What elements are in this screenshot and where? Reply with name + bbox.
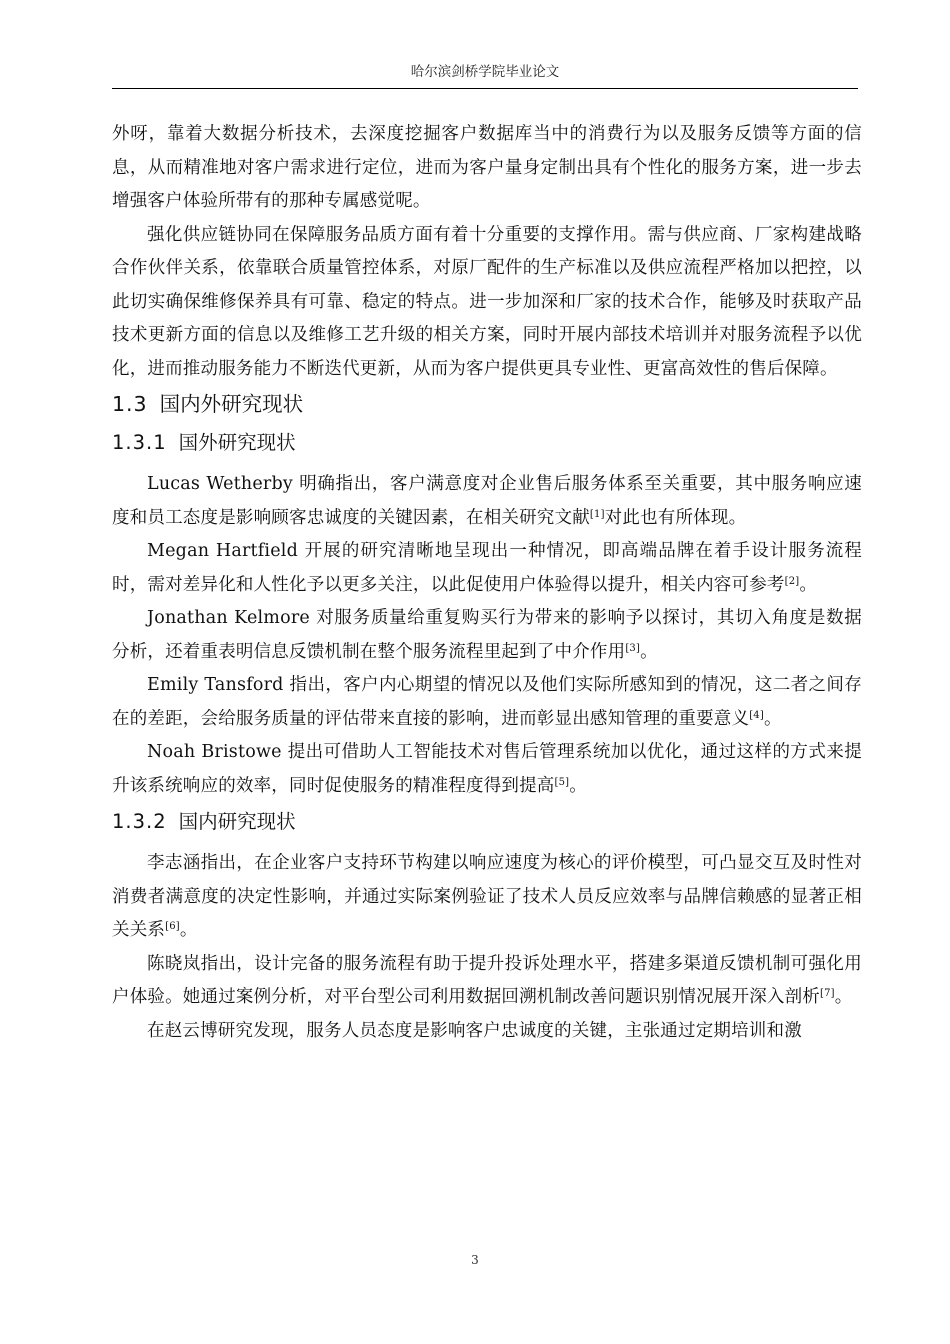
- subsection-heading-1-3-2: [112, 809, 862, 835]
- citation: [4]: [749, 709, 764, 721]
- paragraph-domestic-1: 李志涵指出，在企业客户支持环节构建以响应速度为核心的评价模型，可凸显交互及时性对消费者满意度的决定性影响，并通过实际案例验证了技术人员反应效率与品牌信赖感的显著正相关关系[6]。: [112, 853, 862, 940]
- subsection-title: 国外研究现状: [178, 431, 296, 454]
- paragraph-domestic-2: 陈晓岚指出，设计完备的服务流程有助于提升投诉处理水平，搭建多渠道反馈机制可强化用户体验。她通过案例分析，对平台型公司利用数据回溯机制改善问题识别情况展开深入剖析[7]。: [112, 953, 862, 1007]
- paragraph-continued: 外呀，靠着大数据分析技术，去深度挖掘客户数据库当中的消费行为以及服务反馈等方面的信息，从而精准地对客户需求进行定位，进而为客户量身定制出具有个性化的服务方案，进一步去增强客户体验所带有的那种专属感觉呢。: [112, 124, 862, 211]
- citation: [6]: [165, 921, 180, 932]
- paragraph-domestic-3: 在赵云博研究发现，服务人员态度是影响客户忠诚度的关键，主张通过定期培训和激: [147, 1020, 802, 1041]
- paragraph-foreign-5: Noah Bristowe 提出可借助人工智能技术对售后管理系统加以优化，通过这样的方式来提升该系统响应的效率，同时促使服务的精准程度得到提高[5]。: [112, 742, 862, 796]
- subsection-heading-1-3-1: [112, 430, 862, 456]
- paragraph-foreign-4: Emily Tansford 指出，客户内心期望的情况以及他们实际所感知到的情况，这二者之间存在的差距，会给服务质量的评估带来直接的影响，进而彰显出感知管理的重要意义[4]。: [112, 675, 862, 729]
- paragraph-foreign-3: Jonathan Kelmore 对服务质量给重复购买行为带来的影响予以探讨，其切入角度是数据分析，还着重表明信息反馈机制在整个服务流程里起到了中介作用[3]。: [112, 608, 862, 662]
- paragraph-supply-chain: 强化供应链协同在保障服务品质方面有着十分重要的支撑作用。需与供应商、厂家构建战略合作伙伴关系，依靠联合质量管控体系，对原厂配件的生产标准以及供应流程严格加以把控，以此切实确保维修保养具有可靠、稳定的特点。进一步加深和厂家的技术合作，能够及时获取产品技术更新方面的信息以及维修工艺升级的相关方案，同时开展内部技术培训并对服务流程予以优化，进而推动服务能力不断迭代更新，从而为客户提供更具专业性、更富高效性的售后保障。: [112, 224, 862, 379]
- paragraph-foreign-1: Lucas Wetherby 明确指出，客户满意度对企业售后服务体系至关重要，其中服务响应速度和员工态度是影响顾客忠诚度的关键因素，在相关研究文献[1]对此也有所体现。: [112, 474, 862, 528]
- citation: [5]: [554, 776, 570, 788]
- paragraph-foreign-2: Megan Hartfield 开展的研究清晰地呈现出一种情况，即高端品牌在着手设计服务流程时，需对差异化和人性化予以更多关注，以此促使用户体验得以提升，相关内容可参考[2]。: [112, 541, 862, 595]
- section-title: 国内外研究现状: [159, 392, 304, 416]
- section-heading-1-3: [112, 391, 862, 417]
- subsection-number: 1.3.1: [112, 431, 167, 454]
- section-number: 1.3: [112, 392, 148, 416]
- page-number: 3: [471, 1253, 479, 1267]
- subsection-number: 1.3.2: [112, 810, 167, 833]
- subsection-title: 国内研究现状: [178, 810, 296, 833]
- header-rule: [112, 88, 858, 89]
- citation: [1]: [589, 508, 605, 520]
- citation: [3]: [625, 642, 641, 654]
- citation: [7]: [820, 988, 835, 999]
- page-body: [112, 118, 862, 1048]
- running-header: 哈尔滨剑桥学院毕业论文: [410, 64, 560, 80]
- citation: [2]: [784, 575, 800, 587]
